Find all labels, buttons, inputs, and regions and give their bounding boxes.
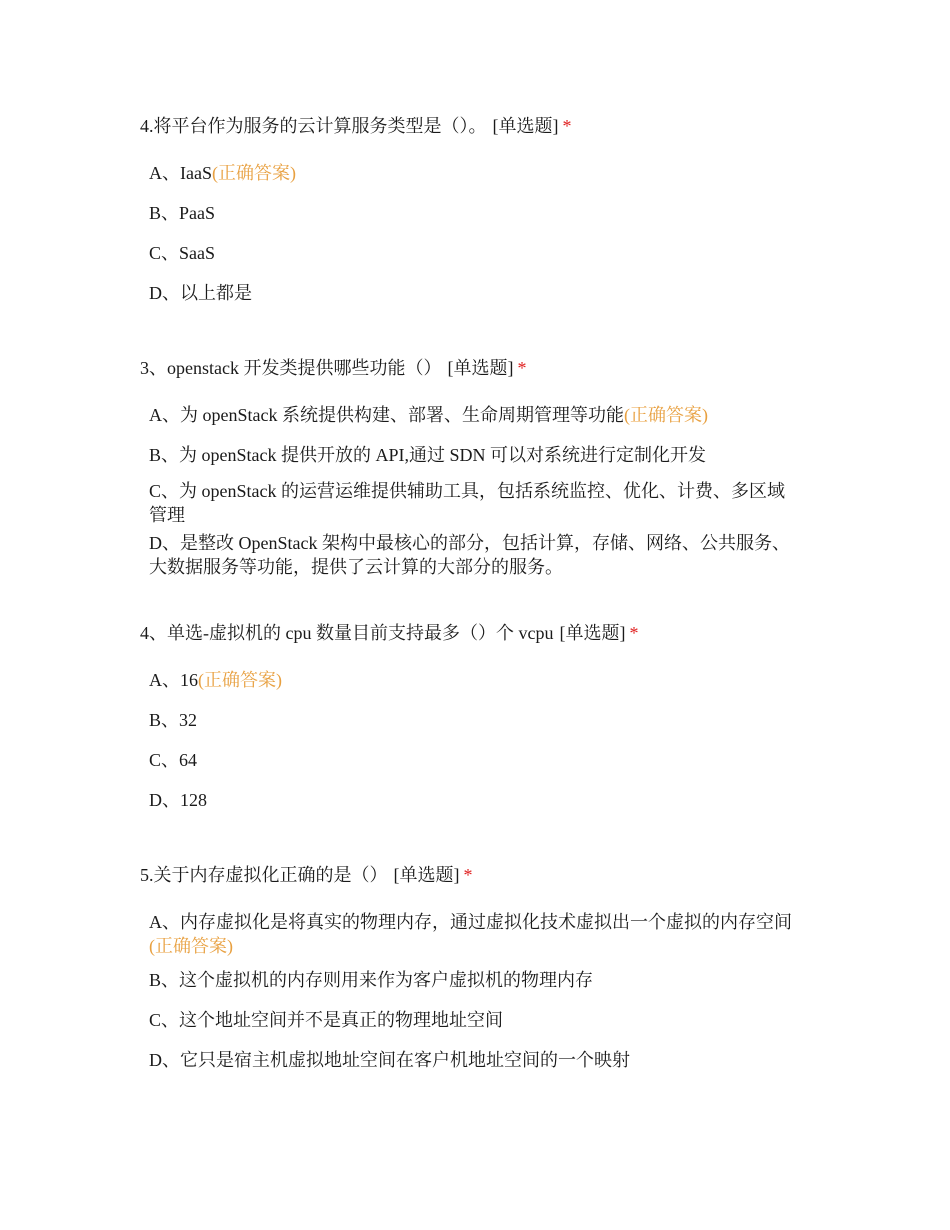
question-block: [140, 356, 810, 583]
option-item: [149, 161, 810, 185]
option-label: A、IaaS: [149, 163, 212, 183]
option-label: A、内存虚拟化是将真实的物理内存，通过虚拟化技术虚拟出一个虚拟的内存空间: [149, 912, 792, 932]
option-label: B、这个虚拟机的内存则用来作为客户虚拟机的物理内存: [149, 970, 594, 990]
question-type-label: [单选题]: [559, 623, 626, 643]
correct-answer-tag: (正确答案): [149, 936, 233, 956]
required-mark: *: [629, 623, 639, 643]
option-item: [149, 910, 799, 958]
option-item: [149, 748, 810, 772]
question-type-label: [单选题]: [492, 116, 559, 136]
option-label: C、为 openStack 的运营运维提供辅助工具，包括系统监控、优化、计费、多区域管理: [149, 481, 785, 525]
question-title: [140, 114, 810, 138]
option-label: B、为 openStack 提供开放的 API,通过 SDN 可以对系统进行定制化开发: [149, 445, 706, 465]
option-label: C、64: [149, 750, 198, 770]
required-mark: *: [562, 116, 572, 136]
question-title: [140, 356, 810, 380]
question-type-label: [单选题]: [393, 865, 460, 885]
option-list: [140, 668, 810, 812]
required-mark: *: [463, 865, 473, 885]
question-block: [140, 863, 810, 1088]
correct-answer-tag: (正确答案): [623, 405, 708, 425]
option-label: D、128: [149, 790, 207, 810]
option-item: [149, 281, 810, 305]
option-label: A、16: [149, 670, 198, 690]
required-mark: *: [517, 358, 527, 378]
option-label: C、SaaS: [149, 243, 216, 263]
option-label: D、以上都是: [149, 283, 252, 303]
option-item: [149, 668, 810, 692]
option-item: [149, 708, 810, 732]
option-list: [140, 403, 810, 579]
option-item: [149, 241, 810, 265]
option-item: [149, 968, 810, 992]
question-type-label: [单选题]: [447, 358, 514, 378]
option-item: [149, 1008, 810, 1032]
correct-answer-tag: (正确答案): [198, 670, 282, 690]
option-item: [149, 403, 810, 427]
question-title: [140, 863, 810, 887]
option-list: [140, 161, 810, 305]
question-text: 3、openstack 开发类提供哪些功能（）: [140, 358, 442, 378]
option-label: C、这个地址空间并不是真正的物理地址空间: [149, 1010, 504, 1030]
option-list: [140, 910, 810, 1072]
option-label: B、32: [149, 710, 198, 730]
option-item: [149, 1048, 810, 1072]
question-text: 4、单选-虚拟机的 cpu 数量目前支持最多（）个 vcpu: [140, 623, 554, 643]
option-label: A、为 openStack 系统提供构建、部署、生命周期管理等功能: [149, 405, 624, 425]
question-block: [140, 621, 810, 828]
question-text: 5.关于内存虚拟化正确的是（）: [140, 865, 388, 885]
question-text: 4.将平台作为服务的云计算服务类型是（）。: [140, 116, 487, 136]
correct-answer-tag: (正确答案): [211, 163, 296, 183]
option-item: [149, 479, 799, 527]
option-item: [149, 443, 810, 467]
question-block: [140, 114, 810, 321]
option-label: D、是整改 OpenStack 架构中最核心的部分，包括计算，存储、网络、公共服务、大数据服务等功能，提供了云计算的大部分的服务。: [149, 533, 790, 577]
option-label: D、它只是宿主机虚拟地址空间在客户机地址空间的一个映射: [149, 1050, 630, 1070]
option-item: [149, 788, 810, 812]
option-item: [149, 531, 799, 579]
question-title: [140, 621, 810, 645]
option-item: [149, 201, 810, 225]
option-label: B、PaaS: [149, 203, 216, 223]
